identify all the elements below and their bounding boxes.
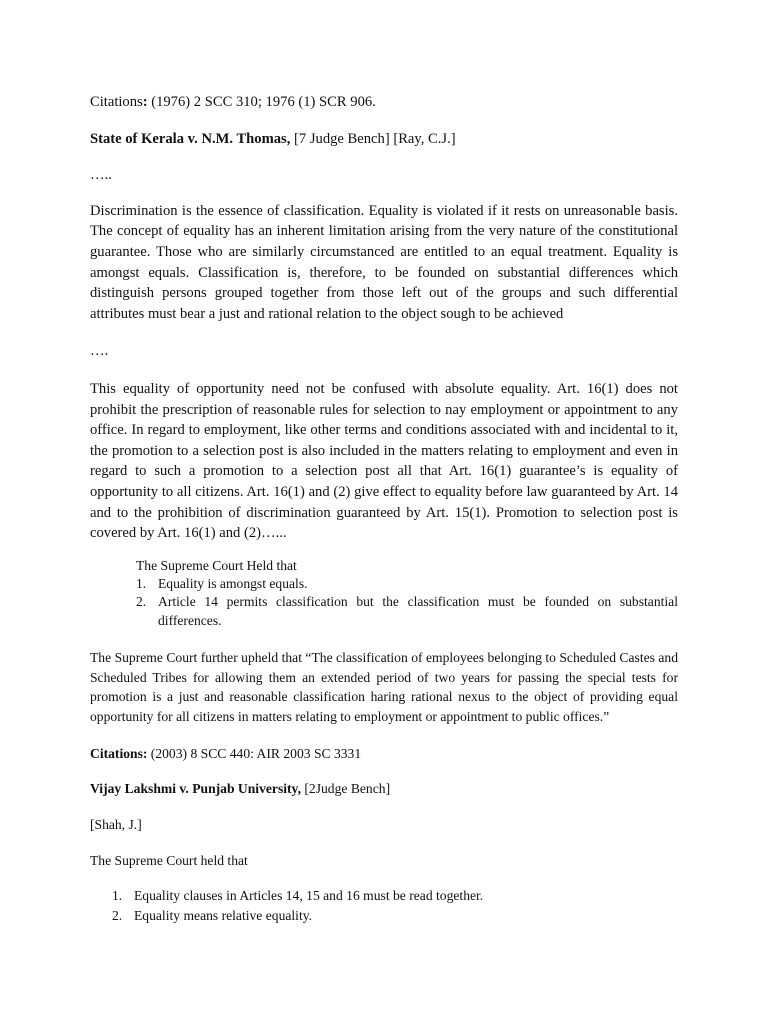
- case-bench: [2Judge Bench]: [301, 781, 391, 797]
- list-number: 1.: [136, 575, 147, 591]
- held-list-2: [112, 886, 678, 926]
- list-item: [136, 575, 678, 593]
- held-list-1: [136, 575, 678, 630]
- citation-text: (2003) 8 SCC 440: AIR 2003 SC 3331: [147, 746, 362, 762]
- citation-label: Citations:: [90, 746, 148, 762]
- citation-line-2: [90, 744, 678, 763]
- list-text: Equality means relative equality.: [134, 908, 313, 924]
- paragraph-equality-opportunity: This equality of opportunity need not be confused with absolute equality. Art. 16(1) does not prohibit the prescription of reasonable rules for selection to nay employment or appointment to any office. In regard to employment, like other terms and conditions associated with and incidental to it, the promotion to a selection post is also included in the matters relating to employment and even in regard to such a promotion to a selection post all that Art. 16(1) guarantee’s is equality of opportunity to all citizens. Art. 16(1) and (2) give effect to equality before law guaranteed by Art. 14 and to the prohibition of discrimination guaranteed by Art. 15(1). Promotion to selection post is covered by Art. 16(1) and (2)…...: [90, 380, 678, 542]
- case-name: State of Kerala v. N.M. Thomas,: [90, 130, 291, 147]
- list-text: Equality is amongst equals.: [158, 575, 308, 591]
- held-intro-1: The Supreme Court Held that: [136, 557, 297, 573]
- list-item: [112, 886, 678, 906]
- ellipsis-2: ….: [90, 343, 109, 360]
- case-name: Vijay Lakshmi v. Punjab University,: [90, 781, 301, 797]
- case-title-2: [90, 779, 678, 798]
- held-block-1: [136, 556, 678, 630]
- paragraph-supreme-court-upheld: The Supreme Court further upheld that “The classification of employees belonging to Scheduled Castes and Scheduled Tribes for allowing them an extended period of two years for passing the special tests for promotion is a just and reasonable classification haring rational nexus to the object of providing equal opportunity for all citizens in matters relating to employment or appointment to public offices.”: [90, 649, 678, 724]
- list-text: Equality clauses in Articles 14, 15 and 16 must be read together.: [134, 888, 484, 904]
- judge-line: [Shah, J.]: [90, 817, 142, 833]
- citation-label: Citations: [90, 94, 143, 110]
- list-text: Article 14 permits classification but the classification must be founded on substantial differences.: [158, 594, 678, 628]
- ellipsis-1: …..: [90, 167, 112, 184]
- document-page: [90, 92, 678, 926]
- list-number: 1.: [112, 888, 123, 904]
- case-bench: [7 Judge Bench] [Ray, C.J.]: [290, 130, 456, 147]
- held-intro-2: The Supreme Court held that: [90, 853, 248, 869]
- citation-text: (1976) 2 SCC 310; 1976 (1) SCR 906.: [147, 94, 376, 110]
- paragraph-discrimination: Discrimination is the essence of classification. Equality is violated if it rests on unreasonable basis. The concept of equality has an inherent limitation arising from the very nature of the constitutional guarantee. Those who are similarly circumstanced are entitled to an equal treatment. Equality is amongst equals. Classification is, therefore, to be founded on substantial differences which distinguish persons grouped together from those left out of the groups and such differential attributes must bear a just and rational relation to the object sough to be achieved: [90, 202, 678, 322]
- list-item: [136, 593, 678, 630]
- list-item: [112, 906, 678, 926]
- citation-line-1: [90, 92, 678, 113]
- list-number: 2.: [112, 908, 123, 924]
- case-title-1: [90, 129, 678, 150]
- citation-colon: :: [142, 94, 148, 110]
- list-number: 2.: [136, 594, 147, 610]
